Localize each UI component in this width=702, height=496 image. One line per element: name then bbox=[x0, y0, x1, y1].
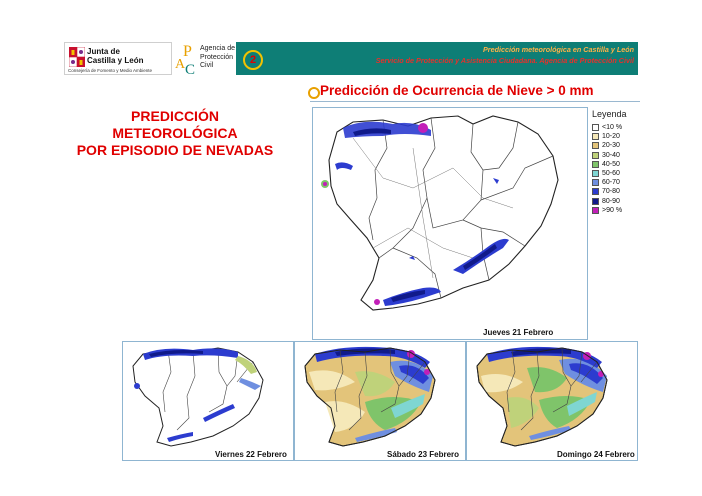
junta-logo bbox=[64, 42, 172, 75]
header-subtitle-1: Predicción meteorológica en Castilla y León bbox=[483, 45, 634, 54]
legend-swatch bbox=[592, 142, 599, 149]
legend-swatch bbox=[592, 179, 599, 186]
side-title-line1: PREDICCIÓN bbox=[131, 108, 219, 124]
org-name-line2: Castilla y León bbox=[87, 56, 144, 65]
legend-item bbox=[592, 187, 620, 196]
org-name bbox=[87, 47, 143, 65]
legend-swatch bbox=[592, 161, 599, 168]
map-sabado bbox=[294, 341, 466, 461]
title-divider bbox=[310, 101, 640, 102]
legend-label: 80-90 bbox=[602, 197, 620, 205]
agency-logo bbox=[173, 42, 236, 75]
legend-label: 10-20 bbox=[602, 133, 620, 141]
map-date-viernes: Viernes 22 Febrero bbox=[215, 450, 287, 459]
legend-swatch bbox=[592, 124, 599, 131]
map-domingo-graphic bbox=[467, 342, 639, 462]
legend-label: 50-60 bbox=[602, 170, 620, 177]
map-date-jueves: Jueves 21 Febrero bbox=[483, 328, 554, 337]
side-title-line3: POR EPISODIO DE NEVADAS bbox=[76, 142, 274, 158]
agency-line1: Agencia de bbox=[200, 45, 236, 52]
side-title bbox=[60, 108, 290, 159]
legend-label: 60-70 bbox=[602, 179, 620, 187]
apc-logo-icon bbox=[174, 42, 200, 75]
header-subtitle-2: Servicio de Protección y Asistencia Ciudadana. Agencia de Protección Civil bbox=[375, 56, 634, 65]
legend-item bbox=[592, 123, 622, 132]
map-jueves bbox=[312, 107, 588, 340]
agency-name bbox=[200, 45, 235, 71]
legend-item bbox=[592, 169, 620, 178]
legend-label: 70-80 bbox=[602, 188, 620, 196]
map-viernes-graphic bbox=[123, 342, 295, 462]
map-date-sabado: Sábado 23 Febrero bbox=[387, 450, 460, 459]
legend-item bbox=[592, 206, 622, 215]
legend-item bbox=[592, 132, 620, 141]
legend-label: <10 % bbox=[602, 124, 623, 131]
title-bullet-icon bbox=[308, 87, 320, 99]
agency-line3: Civil bbox=[200, 62, 214, 69]
legend-label: 40-50 bbox=[602, 160, 620, 168]
svg-text:C: C bbox=[185, 62, 196, 75]
svg-text:P: P bbox=[183, 43, 192, 60]
org-dept: Consejería de Fomento y Medio Ambiente bbox=[68, 68, 153, 73]
side-title-line2: METEOROLÓGICA bbox=[112, 125, 238, 141]
map-date-domingo: Domingo 24 Febrero bbox=[557, 450, 635, 459]
legend-label: >90 % bbox=[602, 206, 623, 214]
page-title: Predicción de Ocurrencia de Nieve > 0 mm bbox=[320, 83, 594, 98]
legend-item bbox=[592, 141, 620, 150]
legend-item bbox=[592, 160, 620, 169]
legend-label: 30-40 bbox=[602, 151, 620, 159]
page-number-badge: 2 bbox=[243, 50, 263, 70]
map-domingo bbox=[466, 341, 638, 461]
legend-title: Leyenda bbox=[592, 109, 627, 119]
legend-swatch bbox=[592, 188, 599, 195]
legend-label: 20-30 bbox=[602, 142, 620, 150]
map-viernes bbox=[122, 341, 294, 461]
legend-swatch bbox=[592, 133, 599, 140]
legend-item bbox=[592, 178, 620, 187]
map-jueves-graphic bbox=[313, 108, 589, 341]
coat-of-arms-icon bbox=[69, 47, 85, 67]
agency-line2: Protección bbox=[200, 53, 234, 61]
legend-swatch bbox=[592, 170, 599, 177]
svg-text:A: A bbox=[175, 57, 186, 72]
legend-swatch bbox=[592, 207, 599, 214]
legend-item bbox=[592, 197, 620, 206]
map-sabado-graphic bbox=[295, 342, 467, 462]
org-name-line1: Junta de bbox=[87, 47, 120, 56]
legend-swatch bbox=[592, 198, 599, 205]
legend-swatch bbox=[592, 152, 599, 159]
legend-item bbox=[592, 151, 620, 160]
